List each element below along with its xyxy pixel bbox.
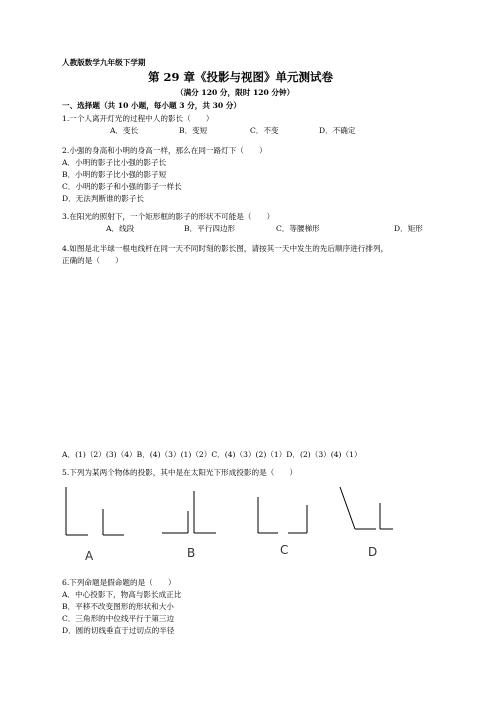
q2-option-c: C．小明的影子和小强的影子一样长	[62, 182, 182, 191]
q2-stem: 2.小强的身高和小明的身高一样，那么在同一路灯下（ ）	[62, 146, 267, 155]
q4-stem-line1: 4.如图是北半球一根电线杆在同一天不同时刻的影长图，请按其一天中发生的先后顺序进行排列，	[62, 244, 389, 253]
q4-stem-line2: 正确的是（ ）	[62, 256, 123, 265]
figure-label-b: B	[187, 546, 196, 560]
q1-stem: 1.一个人离开灯光的过程中人的影长（ ）	[62, 114, 214, 123]
edition-label: 人教版数学九年级下学期	[62, 58, 146, 67]
q1-option-b: B．变短	[179, 126, 208, 135]
q6-option-c: C．三角形的中位线平行于第三边	[62, 614, 175, 623]
q3-stem: 3.在阳光的照射下，一个矩形框的影子的形状不可能是（ ）	[62, 212, 275, 221]
q3-option-d: D．矩形	[394, 224, 423, 233]
q6-option-a: A．中心投影下，物高与影长成正比	[62, 590, 182, 599]
q2-option-d: D．无法判断谁的影子长	[62, 194, 145, 203]
figure-label-c: C	[280, 543, 289, 557]
q3-option-c: C．等腰梯形	[276, 224, 320, 233]
q6-stem: 6.下列命题是假命题的是（ ）	[62, 578, 176, 587]
figure-d-shadow1	[340, 487, 355, 529]
q1-option-a: A．变长	[110, 126, 139, 135]
q1-option-d: D．不确定	[319, 126, 356, 135]
q5-projection-figure	[58, 483, 398, 567]
figure-label-d: D	[368, 545, 378, 559]
q2-option-b: B．小明的影子比小强的影子短	[62, 170, 167, 179]
page-title: 第 29 章《投影与视图》单元测试卷	[148, 70, 334, 84]
page-subtitle: （满分 120 分，限时 120 分钟）	[176, 88, 295, 97]
q6-option-d: D．圆的切线垂直于过切点的半径	[62, 626, 175, 635]
section-heading: 一、选择题（共 10 小题，每小题 3 分，共 30 分）	[62, 101, 241, 110]
q1-option-c: C．不变	[250, 126, 279, 135]
figure-label-a: A	[85, 549, 94, 563]
q5-stem: 5.下列为某两个物体的投影，其中是在太阳光下形成投影的是（ ）	[62, 468, 298, 477]
q3-option-a: A．线段	[106, 224, 135, 233]
q6-option-b: B．平移不改变图形的形状和大小	[62, 602, 174, 611]
q4-answers: A．(1)（2）(3)（4）B．(4)（3）(1)（2）C．(4)（3）(2)（1）D．(2)（3）(4)（1）	[62, 450, 362, 459]
q3-option-b: B．平行四边形	[184, 224, 236, 233]
q2-option-a: A．小明的影子比小强的影子长	[62, 158, 167, 167]
